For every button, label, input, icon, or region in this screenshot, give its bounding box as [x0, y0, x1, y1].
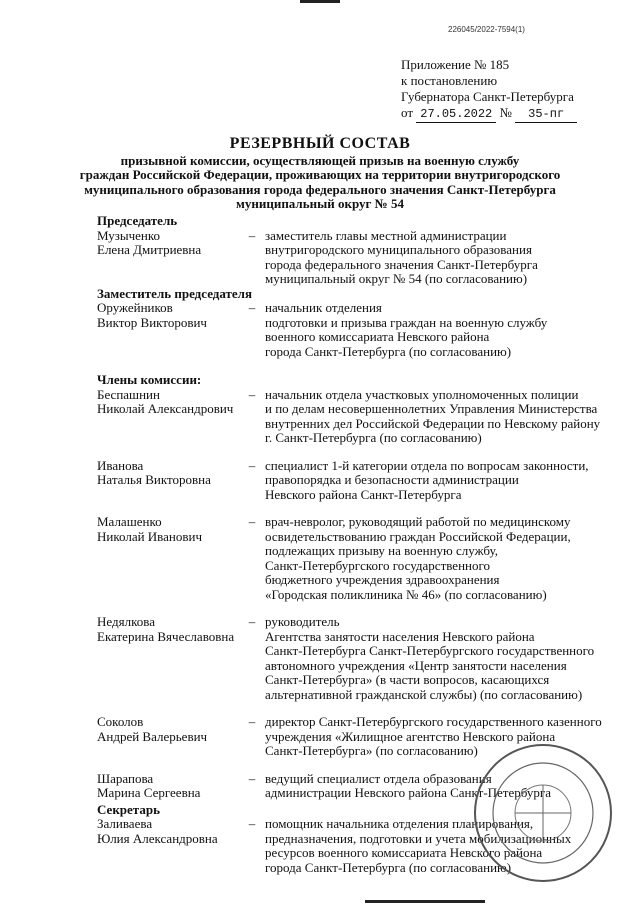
heading-line-4: муниципальный округ № 54: [236, 196, 404, 211]
member-name: [97, 715, 245, 759]
member-given-name: Николай Александрович: [97, 401, 234, 416]
position-line: освидетельствованию граждан Российской Федерации,: [265, 528, 571, 544]
position-line: начальник отделения: [265, 300, 382, 315]
number-sign: №: [499, 105, 512, 120]
position-line: Санкт-Петербурга» (по согласованию): [265, 743, 478, 758]
bottom-edge-mark: [365, 900, 485, 903]
position-line: ведущий специалист отдела образования: [265, 770, 492, 786]
position-line: внутригородского муниципального образования: [265, 242, 532, 257]
member-position: [259, 229, 607, 287]
member-entry: [97, 515, 607, 602]
position-line: предназначения, подготовки и учета мобилизационных: [265, 830, 572, 846]
dash-separator: –: [248, 386, 256, 402]
member-entry: [97, 615, 607, 702]
position-line: директор Санкт-Петербургского государственного казенного: [265, 714, 602, 729]
section-members: Члены комиссии:: [97, 372, 202, 387]
member-surname: Музыченко: [97, 227, 161, 243]
member-name: [97, 615, 245, 702]
section-deputy: Заместитель председателя: [97, 285, 253, 301]
appendix-block: [401, 57, 577, 123]
dash-separator: –: [248, 770, 256, 786]
document-heading: [60, 137, 580, 212]
position-line: г. Санкт-Петербурга (по согласованию): [265, 430, 482, 445]
dash-separator: –: [248, 816, 256, 831]
member-given-name: Юлия Александровна: [97, 830, 218, 846]
member-given-name: Елена Дмитриевна: [97, 242, 202, 257]
position-line: Санкт-Петербурга Санкт-Петербургского государственного: [265, 643, 595, 658]
member-name: [97, 459, 245, 503]
position-line: муниципальный округ № 54 (по согласованию): [265, 271, 528, 286]
position-line: «Городская поликлиника № 46» (по согласованию): [265, 586, 547, 602]
dash-separator: –: [248, 714, 256, 729]
dash-separator: –: [248, 300, 256, 315]
position-line: специалист 1-й категории отдела по вопросам законности,: [265, 457, 589, 473]
position-line: подготовки и призыва граждан на военную службу: [265, 314, 548, 330]
position-line: учреждения «Жилищное агентство Невского района: [265, 728, 556, 744]
position-line: помощник начальника отделения планирования,: [265, 816, 534, 831]
member-name: [97, 817, 245, 875]
member-position: [259, 459, 607, 503]
member-surname: Малашенко: [97, 514, 162, 529]
member-name: [97, 229, 245, 287]
appendix-ref: к постановлению: [401, 73, 498, 88]
position-line: города Санкт-Петербурга (по согласованию): [265, 859, 512, 875]
member-position: [259, 388, 607, 446]
decree-date: 27.05.2022: [416, 106, 496, 123]
position-line: бюджетного учреждения здравоохранения: [265, 572, 500, 587]
section-chairman: Председатель: [97, 213, 178, 228]
member-given-name: Наталья Викторовна: [97, 472, 211, 487]
from-label: от: [401, 105, 414, 120]
dash-separator: –: [248, 514, 256, 529]
heading-line-2: граждан Российской Федерации, проживающих на территории внутригородского: [79, 167, 561, 182]
position-line: Санкт-Петербургского государственного: [265, 557, 490, 573]
dash-separator: –: [248, 227, 256, 243]
member-given-name: Андрей Валерьевич: [97, 728, 208, 744]
position-line: города Санкт-Петербурга (по согласованию): [265, 343, 512, 359]
member-surname: Недялкова: [97, 614, 155, 629]
member-entry: [97, 301, 607, 359]
position-line: города федерального значения Санкт-Петербурга: [265, 256, 538, 272]
member-given-name: Виктор Викторович: [97, 314, 207, 330]
section-secretary: Секретарь: [97, 801, 160, 817]
position-line: внутренних дел Российской Федерации по Невскому району: [265, 415, 601, 431]
position-line: Агентства занятости населения Невского района: [265, 628, 535, 644]
position-line: Невского района Санкт-Петербурга: [265, 486, 462, 502]
member-name: [97, 772, 245, 801]
position-line: заместитель главы местной администрации: [265, 227, 507, 243]
member-surname: Иванова: [97, 457, 144, 473]
member-name: [97, 301, 245, 359]
heading-line-3: муниципального образования города федерального значения Санкт-Петербурга: [84, 181, 556, 197]
position-line: военного комиссариата Невского района: [265, 329, 490, 344]
document-id: 226045/2022-7594(1): [448, 25, 525, 34]
position-line: автономного учреждения «Центр занятости населения: [265, 657, 567, 673]
position-line: администрации Невского района Санкт-Петербурга: [265, 785, 551, 800]
member-entry: [97, 388, 607, 446]
appendix-number: Приложение № 185: [401, 57, 510, 72]
member-surname: Оружейников: [97, 300, 173, 315]
position-line: руководитель: [265, 614, 340, 629]
member-position: [259, 515, 607, 602]
heading-line-1: призывной комиссии, осуществляющей призыв на военную службу: [120, 152, 520, 168]
member-given-name: Марина Сергеевна: [97, 785, 201, 800]
position-line: и по делам несовершеннолетних Управления Министерства: [265, 401, 598, 416]
top-edge-mark: [300, 0, 340, 3]
appendix-date-line: [401, 105, 577, 123]
member-entry: [97, 459, 607, 503]
member-position: [259, 615, 607, 702]
position-line: правопорядка и безопасности администрации: [265, 472, 519, 487]
position-line: начальник отдела участковых уполномоченных полиции: [265, 386, 579, 402]
member-entry: [97, 229, 607, 287]
member-surname: Соколов: [97, 714, 144, 729]
member-surname: Заливаева: [97, 816, 153, 831]
position-line: подлежащих призыву на военную службу,: [265, 543, 498, 558]
dash-separator: –: [248, 457, 256, 473]
appendix-governor: Губернатора Санкт-Петербурга: [401, 89, 574, 104]
decree-number: 35-пг: [515, 106, 577, 123]
official-stamp: [468, 738, 618, 888]
member-given-name: Николай Иванович: [97, 528, 203, 544]
member-name: [97, 388, 245, 446]
position-line: врач-невролог, руководящий работой по медицинскому: [265, 514, 571, 529]
position-line: Санкт-Петербурга» (в части вопросов, касающихся: [265, 672, 550, 687]
dash-separator: –: [248, 614, 256, 629]
member-surname: Беспашнин: [97, 386, 160, 402]
member-surname: Шарапова: [97, 770, 154, 786]
position-line: ресурсов военного комиссариата Невского района: [265, 845, 543, 860]
position-line: альтернативной гражданской службы) (по согласованию): [265, 686, 583, 702]
document-title: РЕЗЕРВНЫЙ СОСТАВ: [229, 135, 411, 152]
member-given-name: Екатерина Вячеславовна: [97, 628, 235, 644]
member-name: [97, 515, 245, 602]
member-position: [259, 301, 607, 359]
